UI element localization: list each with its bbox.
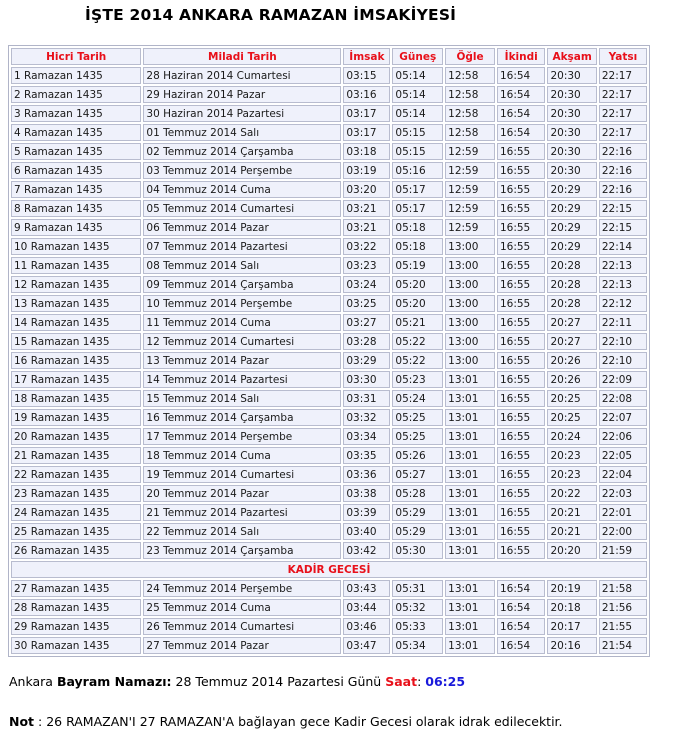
bayram-label: Bayram Namazı: — [56, 674, 172, 689]
cell-aksam: 20:28 — [547, 257, 596, 274]
cell-hicri: 28 Ramazan 1435 — [11, 599, 141, 616]
cell-miladi: 26 Temmuz 2014 Cumartesi — [143, 618, 341, 635]
cell-hicri: 23 Ramazan 1435 — [11, 485, 141, 502]
cell-aksam: 20:23 — [547, 447, 596, 464]
header-yatsi: Yatsı — [599, 48, 647, 65]
cell-yatsi: 22:15 — [599, 200, 647, 217]
cell-yatsi: 22:17 — [599, 124, 647, 141]
cell-miladi: 15 Temmuz 2014 Salı — [143, 390, 341, 407]
cell-ikindi: 16:54 — [497, 599, 546, 616]
cell-imsak: 03:30 — [343, 371, 390, 388]
cell-aksam: 20:21 — [547, 523, 596, 540]
cell-miladi: 21 Temmuz 2014 Pazartesi — [143, 504, 341, 521]
cell-ikindi: 16:55 — [497, 162, 546, 179]
cell-ogle: 13:01 — [445, 580, 495, 597]
table-row — [11, 219, 647, 236]
table-row — [11, 143, 647, 160]
cell-ogle: 12:59 — [445, 200, 495, 217]
cell-ogle: 12:58 — [445, 124, 495, 141]
cell-gunes: 05:14 — [392, 105, 443, 122]
bayram-date: 28 Temmuz 2014 Pazartesi Günü — [175, 674, 382, 689]
cell-yatsi: 22:17 — [599, 105, 647, 122]
cell-aksam: 20:30 — [547, 67, 596, 84]
cell-miladi: 03 Temmuz 2014 Perşembe — [143, 162, 341, 179]
cell-aksam: 20:23 — [547, 466, 596, 483]
table-row — [11, 200, 647, 217]
cell-ikindi: 16:55 — [497, 200, 546, 217]
cell-hicri: 1 Ramazan 1435 — [11, 67, 141, 84]
cell-aksam: 20:26 — [547, 352, 596, 369]
cell-hicri: 4 Ramazan 1435 — [11, 124, 141, 141]
cell-gunes: 05:24 — [392, 390, 443, 407]
cell-ogle: 12:58 — [445, 86, 495, 103]
cell-aksam: 20:27 — [547, 333, 596, 350]
cell-ogle: 13:01 — [445, 523, 495, 540]
cell-imsak: 03:47 — [343, 637, 390, 654]
cell-ogle: 13:00 — [445, 257, 495, 274]
imsakiye-table — [8, 45, 650, 657]
table-row — [11, 314, 647, 331]
cell-gunes: 05:27 — [392, 466, 443, 483]
cell-aksam: 20:21 — [547, 504, 596, 521]
cell-gunes: 05:17 — [392, 200, 443, 217]
cell-imsak: 03:35 — [343, 447, 390, 464]
cell-imsak: 03:29 — [343, 352, 390, 369]
cell-ogle: 13:01 — [445, 618, 495, 635]
cell-hicri: 12 Ramazan 1435 — [11, 276, 141, 293]
cell-yatsi: 22:00 — [599, 523, 647, 540]
cell-aksam: 20:26 — [547, 371, 596, 388]
cell-imsak: 03:21 — [343, 200, 390, 217]
table-row — [11, 181, 647, 198]
cell-ogle: 13:00 — [445, 238, 495, 255]
cell-yatsi: 22:07 — [599, 409, 647, 426]
cell-yatsi: 22:11 — [599, 314, 647, 331]
cell-gunes: 05:30 — [392, 542, 443, 559]
cell-ogle: 12:59 — [445, 181, 495, 198]
cell-yatsi: 22:01 — [599, 504, 647, 521]
cell-imsak: 03:17 — [343, 124, 390, 141]
cell-miladi: 11 Temmuz 2014 Cuma — [143, 314, 341, 331]
cell-gunes: 05:18 — [392, 238, 443, 255]
cell-miladi: 17 Temmuz 2014 Perşembe — [143, 428, 341, 445]
cell-yatsi: 22:14 — [599, 238, 647, 255]
cell-imsak: 03:25 — [343, 295, 390, 312]
cell-ogle: 12:59 — [445, 143, 495, 160]
cell-miladi: 14 Temmuz 2014 Pazartesi — [143, 371, 341, 388]
cell-hicri: 3 Ramazan 1435 — [11, 105, 141, 122]
cell-ogle: 13:01 — [445, 542, 495, 559]
table-row — [11, 428, 647, 445]
cell-miladi: 29 Haziran 2014 Pazar — [143, 86, 341, 103]
header-miladi: Miladi Tarih — [143, 48, 341, 65]
table-row — [11, 124, 647, 141]
cell-ogle: 12:59 — [445, 219, 495, 236]
table-body-special — [11, 561, 647, 578]
cell-ikindi: 16:55 — [497, 542, 546, 559]
table-row — [11, 162, 647, 179]
cell-ikindi: 16:55 — [497, 238, 546, 255]
cell-aksam: 20:25 — [547, 390, 596, 407]
cell-hicri: 17 Ramazan 1435 — [11, 371, 141, 388]
cell-imsak: 03:42 — [343, 542, 390, 559]
cell-gunes: 05:17 — [392, 181, 443, 198]
table-row — [11, 447, 647, 464]
cell-imsak: 03:31 — [343, 390, 390, 407]
cell-miladi: 05 Temmuz 2014 Cumartesi — [143, 200, 341, 217]
cell-imsak: 03:22 — [343, 238, 390, 255]
cell-yatsi: 22:17 — [599, 86, 647, 103]
cell-yatsi: 21:59 — [599, 542, 647, 559]
cell-ogle: 12:58 — [445, 67, 495, 84]
cell-ikindi: 16:55 — [497, 314, 546, 331]
cell-miladi: 18 Temmuz 2014 Cuma — [143, 447, 341, 464]
cell-miladi: 02 Temmuz 2014 Çarşamba — [143, 143, 341, 160]
cell-imsak: 03:28 — [343, 333, 390, 350]
cell-gunes: 05:25 — [392, 409, 443, 426]
cell-ikindi: 16:54 — [497, 618, 546, 635]
table-row — [11, 86, 647, 103]
table-row — [11, 618, 647, 635]
cell-imsak: 03:23 — [343, 257, 390, 274]
cell-gunes: 05:15 — [392, 143, 443, 160]
cell-imsak: 03:15 — [343, 67, 390, 84]
cell-gunes: 05:20 — [392, 276, 443, 293]
cell-gunes: 05:29 — [392, 523, 443, 540]
cell-miladi: 28 Haziran 2014 Cumartesi — [143, 67, 341, 84]
cell-ikindi: 16:55 — [497, 371, 546, 388]
cell-yatsi: 22:08 — [599, 390, 647, 407]
table-row — [11, 333, 647, 350]
cell-gunes: 05:31 — [392, 580, 443, 597]
cell-aksam: 20:27 — [547, 314, 596, 331]
table-row — [11, 523, 647, 540]
cell-aksam: 20:22 — [547, 485, 596, 502]
table-row — [11, 390, 647, 407]
cell-hicri: 14 Ramazan 1435 — [11, 314, 141, 331]
saat-colon: : — [417, 674, 422, 689]
cell-gunes: 05:22 — [392, 352, 443, 369]
cell-yatsi: 22:13 — [599, 276, 647, 293]
cell-ikindi: 16:55 — [497, 143, 546, 160]
cell-gunes: 05:19 — [392, 257, 443, 274]
cell-ikindi: 16:55 — [497, 181, 546, 198]
table-row — [11, 580, 647, 597]
cell-gunes: 05:14 — [392, 86, 443, 103]
cell-ikindi: 16:55 — [497, 466, 546, 483]
cell-imsak: 03:43 — [343, 580, 390, 597]
cell-hicri: 25 Ramazan 1435 — [11, 523, 141, 540]
cell-imsak: 03:46 — [343, 618, 390, 635]
cell-miladi: 22 Temmuz 2014 Salı — [143, 523, 341, 540]
cell-miladi: 07 Temmuz 2014 Pazartesi — [143, 238, 341, 255]
cell-yatsi: 22:10 — [599, 352, 647, 369]
table-row — [11, 238, 647, 255]
cell-gunes: 05:29 — [392, 504, 443, 521]
cell-ikindi: 16:54 — [497, 637, 546, 654]
cell-miladi: 12 Temmuz 2014 Cumartesi — [143, 333, 341, 350]
cell-ikindi: 16:55 — [497, 333, 546, 350]
cell-yatsi: 22:15 — [599, 219, 647, 236]
table-body-second — [11, 580, 647, 654]
cell-miladi: 25 Temmuz 2014 Cuma — [143, 599, 341, 616]
cell-ogle: 13:01 — [445, 371, 495, 388]
table-row — [11, 257, 647, 274]
cell-ogle: 13:00 — [445, 276, 495, 293]
cell-gunes: 05:15 — [392, 124, 443, 141]
cell-aksam: 20:29 — [547, 219, 596, 236]
cell-miladi: 13 Temmuz 2014 Pazar — [143, 352, 341, 369]
table-row — [11, 637, 647, 654]
cell-yatsi: 22:04 — [599, 466, 647, 483]
cell-gunes: 05:21 — [392, 314, 443, 331]
table-row — [11, 542, 647, 559]
table-row — [11, 485, 647, 502]
cell-yatsi: 22:16 — [599, 162, 647, 179]
cell-imsak: 03:39 — [343, 504, 390, 521]
cell-imsak: 03:38 — [343, 485, 390, 502]
cell-ikindi: 16:54 — [497, 580, 546, 597]
cell-aksam: 20:18 — [547, 599, 596, 616]
cell-yatsi: 21:58 — [599, 580, 647, 597]
cell-gunes: 05:14 — [392, 67, 443, 84]
cell-gunes: 05:32 — [392, 599, 443, 616]
cell-hicri: 24 Ramazan 1435 — [11, 504, 141, 521]
cell-imsak: 03:16 — [343, 86, 390, 103]
cell-gunes: 05:26 — [392, 447, 443, 464]
cell-aksam: 20:17 — [547, 618, 596, 635]
cell-imsak: 03:19 — [343, 162, 390, 179]
cell-hicri: 22 Ramazan 1435 — [11, 466, 141, 483]
table-row — [11, 504, 647, 521]
cell-miladi: 30 Haziran 2014 Pazartesi — [143, 105, 341, 122]
cell-ogle: 13:01 — [445, 466, 495, 483]
cell-aksam: 20:29 — [547, 200, 596, 217]
cell-yatsi: 22:10 — [599, 333, 647, 350]
cell-imsak: 03:36 — [343, 466, 390, 483]
cell-hicri: 18 Ramazan 1435 — [11, 390, 141, 407]
cell-yatsi: 21:56 — [599, 599, 647, 616]
table-row — [11, 67, 647, 84]
cell-aksam: 20:29 — [547, 238, 596, 255]
table-row — [11, 105, 647, 122]
header-hicri: Hicri Tarih — [11, 48, 141, 65]
cell-aksam: 20:19 — [547, 580, 596, 597]
bayram-namazi-line — [9, 674, 465, 689]
cell-ikindi: 16:54 — [497, 124, 546, 141]
cell-aksam: 20:25 — [547, 409, 596, 426]
cell-ikindi: 16:55 — [497, 523, 546, 540]
cell-aksam: 20:30 — [547, 124, 596, 141]
note-paragraph — [9, 712, 589, 731]
cell-imsak: 03:34 — [343, 428, 390, 445]
cell-miladi: 08 Temmuz 2014 Salı — [143, 257, 341, 274]
cell-yatsi: 21:55 — [599, 618, 647, 635]
cell-ikindi: 16:55 — [497, 352, 546, 369]
cell-miladi: 09 Temmuz 2014 Çarşamba — [143, 276, 341, 293]
header-imsak: İmsak — [343, 48, 390, 65]
cell-hicri: 29 Ramazan 1435 — [11, 618, 141, 635]
header-gunes: Güneş — [392, 48, 443, 65]
note-label: Not — [9, 714, 35, 729]
cell-imsak: 03:44 — [343, 599, 390, 616]
cell-yatsi: 21:54 — [599, 637, 647, 654]
cell-gunes: 05:16 — [392, 162, 443, 179]
cell-ikindi: 16:55 — [497, 447, 546, 464]
cell-ikindi: 16:55 — [497, 257, 546, 274]
cell-ikindi: 16:55 — [497, 504, 546, 521]
cell-miladi: 01 Temmuz 2014 Salı — [143, 124, 341, 141]
cell-imsak: 03:21 — [343, 219, 390, 236]
cell-ikindi: 16:55 — [497, 428, 546, 445]
cell-aksam: 20:30 — [547, 105, 596, 122]
cell-gunes: 05:22 — [392, 333, 443, 350]
cell-gunes: 05:18 — [392, 219, 443, 236]
cell-ogle: 12:59 — [445, 162, 495, 179]
cell-ogle: 13:01 — [445, 428, 495, 445]
cell-gunes: 05:34 — [392, 637, 443, 654]
cell-imsak: 03:32 — [343, 409, 390, 426]
cell-miladi: 06 Temmuz 2014 Pazar — [143, 219, 341, 236]
table-header-row — [11, 48, 647, 65]
table-row — [11, 599, 647, 616]
cell-hicri: 7 Ramazan 1435 — [11, 181, 141, 198]
cell-miladi: 04 Temmuz 2014 Cuma — [143, 181, 341, 198]
kadir-gecesi-label: KADİR GECESİ — [11, 561, 647, 578]
cell-yatsi: 22:13 — [599, 257, 647, 274]
cell-miladi: 10 Temmuz 2014 Perşembe — [143, 295, 341, 312]
cell-gunes: 05:28 — [392, 485, 443, 502]
cell-aksam: 20:30 — [547, 86, 596, 103]
cell-yatsi: 22:09 — [599, 371, 647, 388]
cell-ogle: 13:01 — [445, 447, 495, 464]
saat-label: Saat — [385, 674, 418, 689]
table-row — [11, 352, 647, 369]
cell-hicri: 9 Ramazan 1435 — [11, 219, 141, 236]
bayram-time: 06:25 — [425, 674, 466, 689]
cell-aksam: 20:30 — [547, 143, 596, 160]
cell-ogle: 13:01 — [445, 390, 495, 407]
cell-imsak: 03:40 — [343, 523, 390, 540]
table-row — [11, 409, 647, 426]
table-row — [11, 276, 647, 293]
header-aksam: Akşam — [547, 48, 596, 65]
cell-ogle: 13:01 — [445, 504, 495, 521]
cell-aksam: 20:24 — [547, 428, 596, 445]
cell-miladi: 23 Temmuz 2014 Çarşamba — [143, 542, 341, 559]
header-ogle: Öğle — [445, 48, 495, 65]
cell-ogle: 13:01 — [445, 409, 495, 426]
table-body-first — [11, 67, 647, 559]
cell-gunes: 05:33 — [392, 618, 443, 635]
cell-hicri: 20 Ramazan 1435 — [11, 428, 141, 445]
cell-hicri: 19 Ramazan 1435 — [11, 409, 141, 426]
cell-yatsi: 22:16 — [599, 143, 647, 160]
cell-ogle: 13:00 — [445, 333, 495, 350]
cell-hicri: 10 Ramazan 1435 — [11, 238, 141, 255]
cell-ikindi: 16:55 — [497, 409, 546, 426]
table-row — [11, 295, 647, 312]
table-row — [11, 371, 647, 388]
cell-gunes: 05:25 — [392, 428, 443, 445]
cell-gunes: 05:20 — [392, 295, 443, 312]
special-row — [11, 561, 647, 578]
cell-ogle: 13:00 — [445, 314, 495, 331]
cell-aksam: 20:29 — [547, 181, 596, 198]
page-title: İŞTE 2014 ANKARA RAMAZAN İMSAKİYESİ — [85, 6, 457, 24]
cell-yatsi: 22:17 — [599, 67, 647, 84]
cell-yatsi: 22:05 — [599, 447, 647, 464]
cell-ikindi: 16:55 — [497, 390, 546, 407]
cell-ikindi: 16:54 — [497, 67, 546, 84]
cell-hicri: 6 Ramazan 1435 — [11, 162, 141, 179]
cell-ikindi: 16:55 — [497, 276, 546, 293]
cell-yatsi: 22:03 — [599, 485, 647, 502]
cell-imsak: 03:27 — [343, 314, 390, 331]
cell-ikindi: 16:54 — [497, 105, 546, 122]
cell-aksam: 20:30 — [547, 162, 596, 179]
cell-miladi: 20 Temmuz 2014 Pazar — [143, 485, 341, 502]
cell-yatsi: 22:12 — [599, 295, 647, 312]
cell-hicri: 15 Ramazan 1435 — [11, 333, 141, 350]
cell-aksam: 20:20 — [547, 542, 596, 559]
cell-yatsi: 22:06 — [599, 428, 647, 445]
cell-hicri: 5 Ramazan 1435 — [11, 143, 141, 160]
cell-ogle: 13:00 — [445, 352, 495, 369]
cell-imsak: 03:18 — [343, 143, 390, 160]
cell-ikindi: 16:55 — [497, 295, 546, 312]
cell-ogle: 13:00 — [445, 295, 495, 312]
cell-miladi: 24 Temmuz 2014 Perşembe — [143, 580, 341, 597]
header-ikindi: İkindi — [497, 48, 546, 65]
cell-hicri: 30 Ramazan 1435 — [11, 637, 141, 654]
cell-ikindi: 16:54 — [497, 86, 546, 103]
table-row — [11, 466, 647, 483]
cell-miladi: 19 Temmuz 2014 Cumartesi — [143, 466, 341, 483]
cell-hicri: 2 Ramazan 1435 — [11, 86, 141, 103]
cell-hicri: 26 Ramazan 1435 — [11, 542, 141, 559]
cell-hicri: 27 Ramazan 1435 — [11, 580, 141, 597]
cell-ikindi: 16:55 — [497, 219, 546, 236]
cell-ogle: 12:58 — [445, 105, 495, 122]
note-text: : 26 RAMAZAN'I 27 RAMAZAN'A bağlayan gece Kadir Gecesi olarak idrak edilecektir. — [38, 714, 563, 729]
cell-hicri: 16 Ramazan 1435 — [11, 352, 141, 369]
cell-gunes: 05:23 — [392, 371, 443, 388]
cell-ogle: 13:01 — [445, 599, 495, 616]
cell-ogle: 13:01 — [445, 637, 495, 654]
cell-imsak: 03:24 — [343, 276, 390, 293]
cell-hicri: 11 Ramazan 1435 — [11, 257, 141, 274]
cell-hicri: 21 Ramazan 1435 — [11, 447, 141, 464]
cell-yatsi: 22:16 — [599, 181, 647, 198]
cell-imsak: 03:20 — [343, 181, 390, 198]
cell-hicri: 13 Ramazan 1435 — [11, 295, 141, 312]
cell-aksam: 20:16 — [547, 637, 596, 654]
cell-miladi: 27 Temmuz 2014 Pazar — [143, 637, 341, 654]
cell-ogle: 13:01 — [445, 485, 495, 502]
cell-hicri: 8 Ramazan 1435 — [11, 200, 141, 217]
cell-imsak: 03:17 — [343, 105, 390, 122]
bayram-prefix: Ankara — [9, 674, 53, 689]
cell-aksam: 20:28 — [547, 295, 596, 312]
cell-ikindi: 16:55 — [497, 485, 546, 502]
cell-miladi: 16 Temmuz 2014 Çarşamba — [143, 409, 341, 426]
cell-aksam: 20:28 — [547, 276, 596, 293]
